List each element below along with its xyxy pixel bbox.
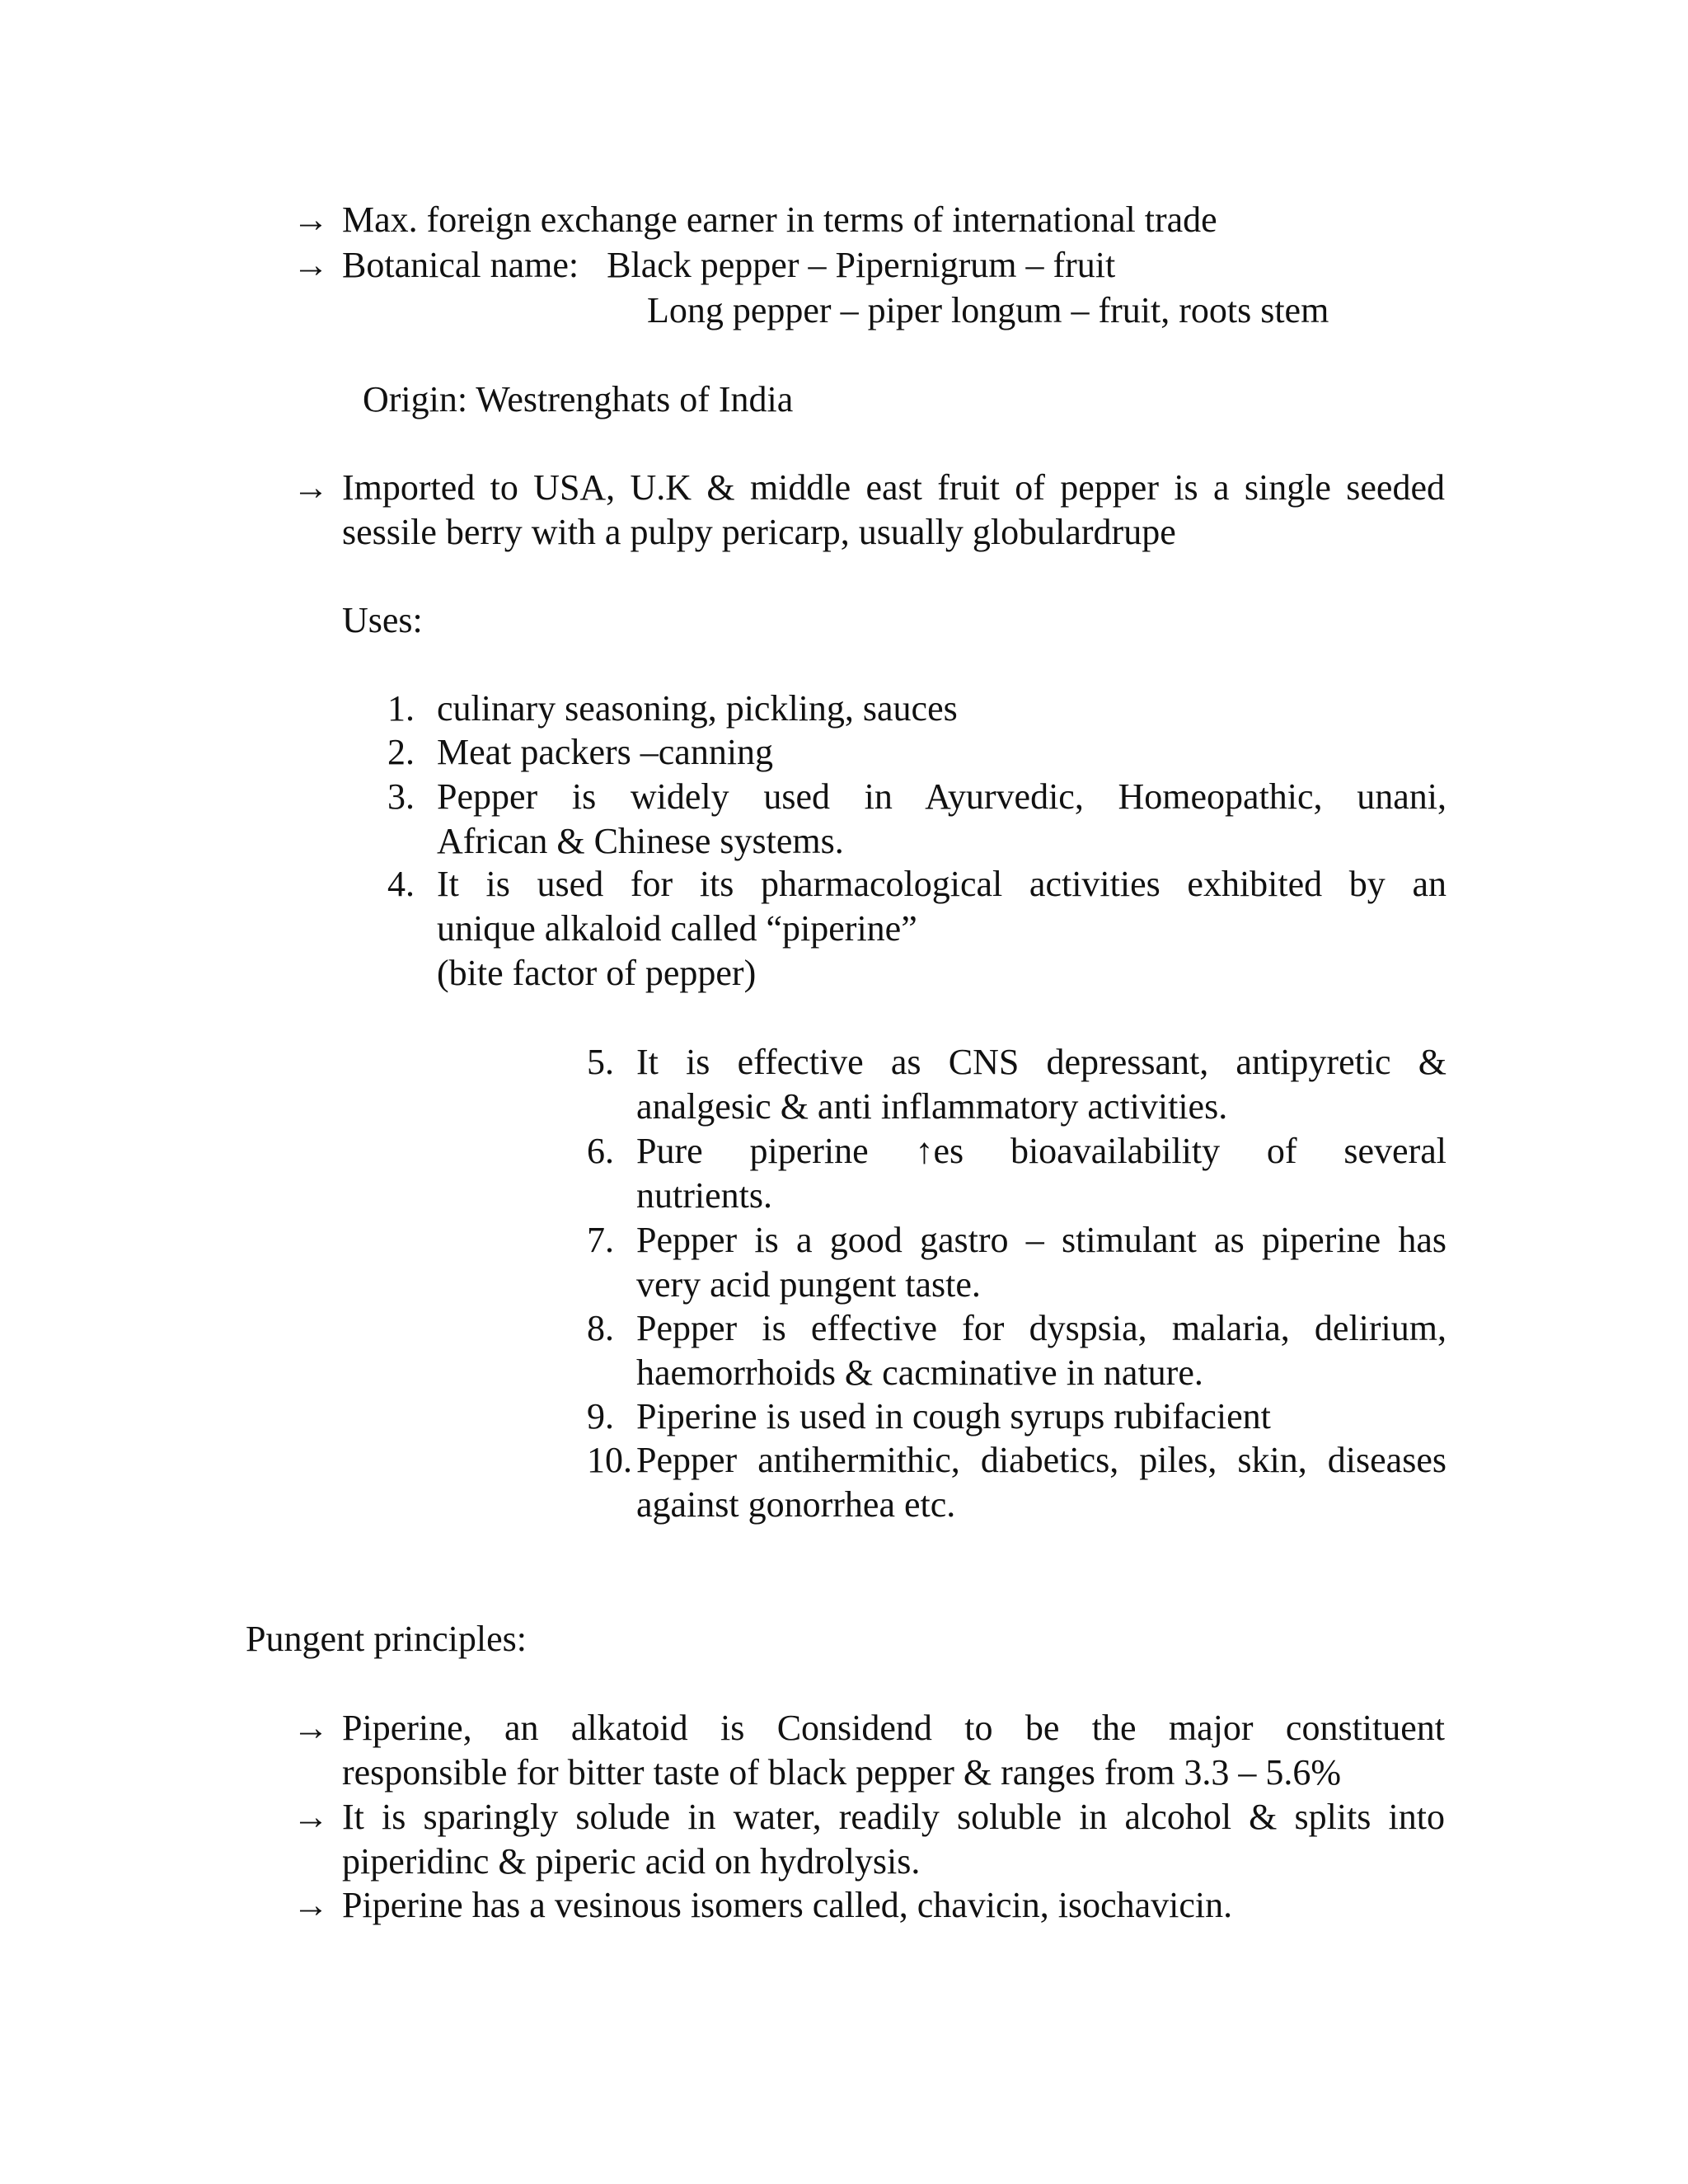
list-number: 9. bbox=[587, 1396, 614, 1436]
uses-heading: Uses: bbox=[342, 600, 423, 640]
botanical-label: Botanical name: bbox=[342, 245, 579, 285]
list-number: 5. bbox=[587, 1042, 614, 1082]
arrow-icon: → bbox=[293, 467, 329, 508]
list-number: 6. bbox=[587, 1131, 614, 1171]
imported-line-1: Imported to USA, U.K & middle east fruit of pepper is a single seeded bbox=[342, 467, 1445, 508]
list-number: 1. bbox=[387, 688, 415, 729]
botanical-long-pepper: Long pepper – piper longum – fruit, roots stem bbox=[647, 290, 1329, 330]
document-page: → Max. foreign exchange earner in terms of international trade → Botanical name: Black pepper – Pipernigrum – fruit Long pepper – piper longum – fruit, roots stem Origin: Westrenghats of India → Imported to USA, U.K & middle east fruit of pepper is a single seeded sessile berry with a pulpy pericarp, usually globulardrupe Uses: 1. culinary seasoning, pickling, sauces 2. Meat packers –canning 3. Pepper is widely used in Ayurvedic, Homeopathic, unani, African & Chinese systems. 4. It is used for its pharmacological activities exhibited by an unique alkaloid called “piperine” (bite factor of pepper) 5. It is effective as CNS depressant, antipyretic & analgesic & anti inflammatory activities. 6. Pure piperine ↑es bioavailability of several nutrients. 7. Pepper is a good gastro – stimulant as piperine has very acid pungent taste. 8. Pepper is effective for dyspsia, malaria, delirium, haemorrhoids & cacminative in nature. 9. Piperine is used in cough syrups rubifacient 10. Pepper antihermithic, diabetics, piles, skin, diseases against gonorrhea etc. Pungent principles: → Piperine, an alkatoid is Considend to be the major constituent responsible for bitter taste of black pepper & ranges from 3.3 – 5.6% → It is sparingly solude in water, readily soluble in alcohol & splits into piperidinc & piperic acid on hydrolysis. → Piperine has a vesinous isomers called, chavicin, isochavicin. bbox=[0, 0, 1688, 2184]
list-number: 7. bbox=[587, 1220, 614, 1260]
arrow-icon: → bbox=[293, 199, 329, 240]
list-number: 8. bbox=[587, 1308, 614, 1348]
origin-text: Origin: Westrenghats of India bbox=[363, 379, 794, 419]
imported-line-2: sessile berry with a pulpy pericarp, usually globulardrupe bbox=[342, 512, 1176, 552]
list-number: 4. bbox=[387, 864, 415, 904]
list-number: 2. bbox=[387, 732, 415, 772]
arrow-icon: → bbox=[293, 1797, 329, 1837]
pungent-heading: Pungent principles: bbox=[246, 1619, 527, 1659]
arrow-icon: → bbox=[293, 1885, 329, 1925]
list-number: 10. bbox=[587, 1440, 632, 1480]
list-number: 3. bbox=[387, 776, 415, 817]
botanical-black-pepper: Black pepper – Pipernigrum – fruit bbox=[607, 245, 1116, 285]
bullet-text: Max. foreign exchange earner in terms of international trade bbox=[342, 199, 1217, 240]
arrow-icon: → bbox=[293, 245, 329, 285]
arrow-icon: → bbox=[293, 1708, 329, 1748]
